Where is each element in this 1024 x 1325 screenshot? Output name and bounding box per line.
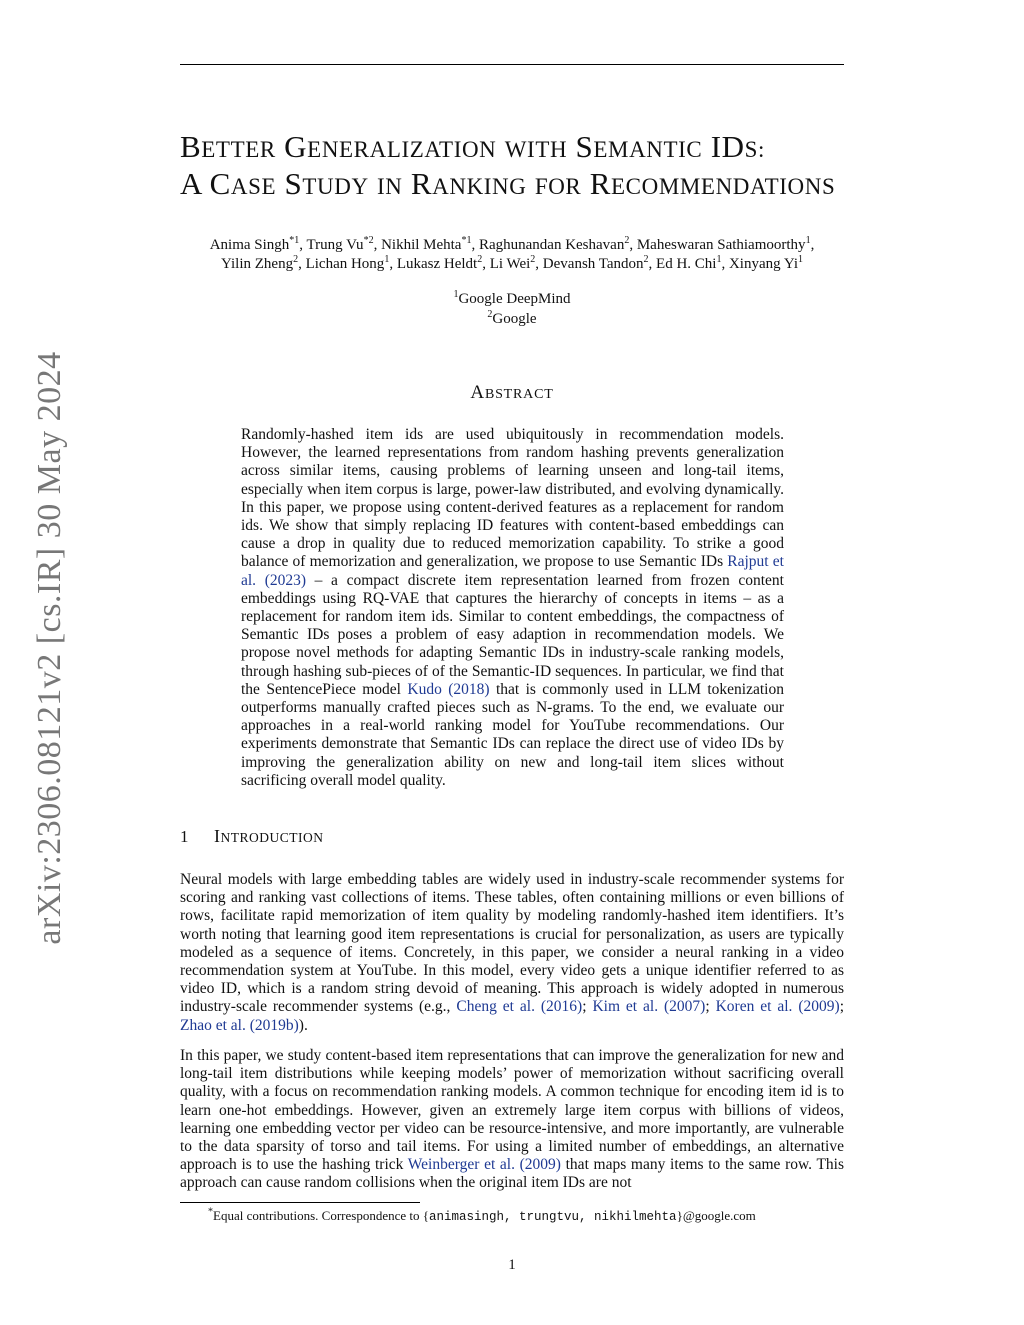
title-capital: S <box>276 166 303 201</box>
title-smallcaps: ECOMMENDATIONS <box>611 174 836 199</box>
title-smallcaps: ENERALIZATION <box>307 137 497 162</box>
author-name: Lukasz Heldt <box>396 256 478 272</box>
title-smallcaps: WITH <box>504 137 568 162</box>
title-capital: A <box>180 166 202 201</box>
intro-paragraph-1 <box>180 871 844 1035</box>
arxiv-identifier[interactable]: arXiv:2306.08121v2 [cs.IR] 30 May 2024 <box>31 351 68 945</box>
author-affiliation-marker: *2 <box>363 235 374 246</box>
author-affiliation-marker: 1 <box>798 254 803 265</box>
footnote-email-handles: animasingh, trungtvu, nikhilmehta <box>429 1210 677 1224</box>
author-affiliation-marker: *1 <box>461 235 472 246</box>
author-list: Anima Singh$^{*1}$, Trung Vu$^{*2}$, Nikhil Mehta$^{*1}$, Raghunandan Keshavan$^2$, Maheswaran Sathiamoorthy$^1$, Yilin Zheng$^2$, Lichan Hong$^1$, Lukasz Heldt$^2$, Li Wei$^2$, Devansh Tandon$^2$, Ed H. Chi$^1$, Xinyang Yi$^1$ <box>209 235 815 272</box>
author-affiliation-marker: *1 <box>289 235 300 246</box>
abstract-heading <box>170 382 854 404</box>
paragraph-text: Neural models with large embedding tables are widely used in industry-scale recommender systems for scoring and ranking vast collections of items. These tables, often containing millions or even billions of rows, facilitate rapid memorization of item quality by modeling randomly-hashed item identifiers. It’s worth noting that learning good item representations is crucial for personalization, as users are typically modeled as a sequence of items. Concretely, in this paper, we consider a neural ranking in a video recommendation system at YouTube. In this model, every video gets a unique identifier referred to as video ID, which is a random string devoid of meaning. This approach is widely adopted in numerous industry-scale recommender systems (e.g., <box>180 871 844 1016</box>
section-heading-rest: NTRODUCTION <box>220 830 324 845</box>
footnote-open-brace: { <box>422 1208 430 1223</box>
author-name: Yilin Zheng <box>221 256 294 272</box>
title-capital: S <box>567 129 594 164</box>
author-affiliation-marker: 1 <box>805 235 811 246</box>
affiliation-name: Google <box>492 311 537 327</box>
section-heading-introduction <box>180 826 324 847</box>
affiliation <box>170 289 854 309</box>
author-name: Xinyang Yi <box>728 256 798 272</box>
section-heading-cap: I <box>214 826 221 846</box>
paragraph-text: ; <box>705 998 716 1016</box>
footnote <box>208 1208 756 1225</box>
title-smallcaps: ETTER <box>201 137 276 162</box>
title-smallcaps: ANKING <box>432 174 527 199</box>
paragraph-text: ; <box>839 998 844 1016</box>
title-capital: ID <box>702 129 745 164</box>
footnote-marker: * <box>208 1206 213 1218</box>
author-affiliation-marker: 2 <box>293 254 299 265</box>
title-capital: G <box>275 129 308 164</box>
abstract-heading-rest: BSTRACT <box>484 387 554 402</box>
top-rule <box>180 64 844 65</box>
affiliation-name: Google DeepMind <box>458 291 571 307</box>
author-name: Trung Vu <box>306 237 364 253</box>
affiliations <box>170 289 854 329</box>
title-smallcaps: EMANTIC <box>593 137 703 162</box>
intro-paragraph-2 <box>180 1047 844 1193</box>
abstract-body <box>241 426 784 790</box>
paragraph-text: ). <box>298 1016 308 1034</box>
title-capital: C <box>201 166 231 201</box>
citation-link[interactable]: Zhao et al. (2019b) <box>180 1016 299 1034</box>
footnote-email-domain: @google.com <box>682 1208 756 1223</box>
paragraph-text: – a compact discrete item representation learned from frozen content embeddings using RQ-VAE that captures the hierarchy of concepts in items – as a replacement for random item ids. Similar to content embeddings, the compactness of Semantic IDs poses a problem of easy adaption in recommendation models. We propose novel methods for adapting Semantic IDs in industry-scale ranking models, through hashing sub-pieces of of the Semantic-ID sequences. In particular, we find that the SentencePiece model <box>241 571 784 698</box>
paragraph-text: that is commonly used in LLM tokenization outperforms manually crafted pieces such as N-grams. To the end, we evaluate our approaches in a real-world ranking model for YouTube recommendations. Our experiments demonstrate that Semantic IDs can replace the direct use of video IDs by improving the generalization ability on new and long-tail item slices without sacrificing overall model quality. <box>241 680 784 789</box>
affiliation-marker: 1 <box>453 289 459 300</box>
affiliation <box>170 309 854 329</box>
title-capital: R <box>402 166 433 201</box>
author-name: Anima Singh <box>209 237 290 253</box>
section-number: 1 <box>180 827 189 846</box>
author-affiliation-marker: 2 <box>643 254 649 265</box>
title-capital <box>496 129 504 164</box>
author-name: Ed H. Chi <box>656 256 717 272</box>
footnote-prefix: Equal contributions. Correspondence to <box>213 1208 423 1223</box>
author-name: Devansh Tandon <box>542 256 644 272</box>
footnote-close-brace: } <box>676 1208 683 1223</box>
author-name: Li Wei <box>489 256 531 272</box>
title-line-2 <box>180 167 860 204</box>
citation-link[interactable]: Rajput et al. (2023) <box>241 553 784 589</box>
title-capital <box>526 166 534 201</box>
citation-link[interactable]: Kudo (2018) <box>407 680 490 698</box>
title-smallcaps: TUDY <box>302 174 369 199</box>
paragraph-text: ; <box>582 998 593 1016</box>
author-affiliation-marker: 2 <box>477 254 483 265</box>
footnote-rule <box>180 1202 420 1203</box>
author-affiliation-marker: 1 <box>384 254 390 265</box>
author-affiliation-marker: 2 <box>530 254 536 265</box>
author-name: Maheswaran Sathiamoorthy <box>636 237 806 253</box>
page-number: 1 <box>508 1257 516 1273</box>
title-capital: B <box>180 129 202 164</box>
citation-link[interactable]: Koren et al. (2009) <box>715 998 840 1016</box>
title-smallcaps: S: <box>744 137 766 162</box>
title-smallcaps: ASE <box>230 174 277 199</box>
title-capital: R <box>581 166 612 201</box>
author-affiliation-marker: 1 <box>716 254 722 265</box>
author-name: Lichan Hong <box>305 256 385 272</box>
affiliation-marker: 2 <box>487 309 493 320</box>
abstract-heading-cap: A <box>470 382 485 403</box>
title-smallcaps: IN <box>377 174 403 199</box>
paragraph-text: Randomly-hashed item ids are used ubiquitously in recommendation models. However, the learned representations from random hashing prevents generalization across similar items, causing problems of learning unseen and long-tail items, especially when item corpus is large, power-law distributed, and evolving dynamically. In this paper, we propose using content-derived features as a replacement for random ids. We show that simply replacing ID features with content-based embeddings can cause a drop in quality due to reduced memorization capability. To strike a good balance of memorization and generalization, we propose to use Semantic IDs <box>241 426 784 571</box>
paragraph-text: In this paper, we study content-based item representations that can improve the generalization for new and long-tail item distributions while keeping models’ power of memorization without sacrificing overall quality, with a focus on recommendation ranking models. A common technique for encoding item id is to learn one-hot embeddings. However, given an extremely large item corpus with billions of videos, learning one embedding vector per video can be resource-intensive, and more importantly, are vulnerable to the data sparsity of torso and tail items. For using a limited number of embeddings, an alternative approach is to use the hashing trick <box>180 1047 844 1174</box>
author-name: Nikhil Mehta <box>381 237 462 253</box>
citation-link[interactable]: Weinberger et al. (2009) <box>407 1156 561 1174</box>
citation-link[interactable]: Cheng et al. (2016) <box>456 998 583 1016</box>
citation-link[interactable]: Kim et al. (2007) <box>592 998 706 1016</box>
author-affiliation-marker: 2 <box>624 235 630 246</box>
paragraph-text: that maps many items to the same row. This approach can cause random collisions when the original item IDs are not <box>180 1156 844 1192</box>
title-smallcaps: FOR <box>534 174 582 199</box>
title-line-1 <box>180 130 860 167</box>
author-name: Raghunandan Keshavan <box>478 237 625 253</box>
paper-title <box>180 130 860 204</box>
title-capital <box>369 166 377 201</box>
